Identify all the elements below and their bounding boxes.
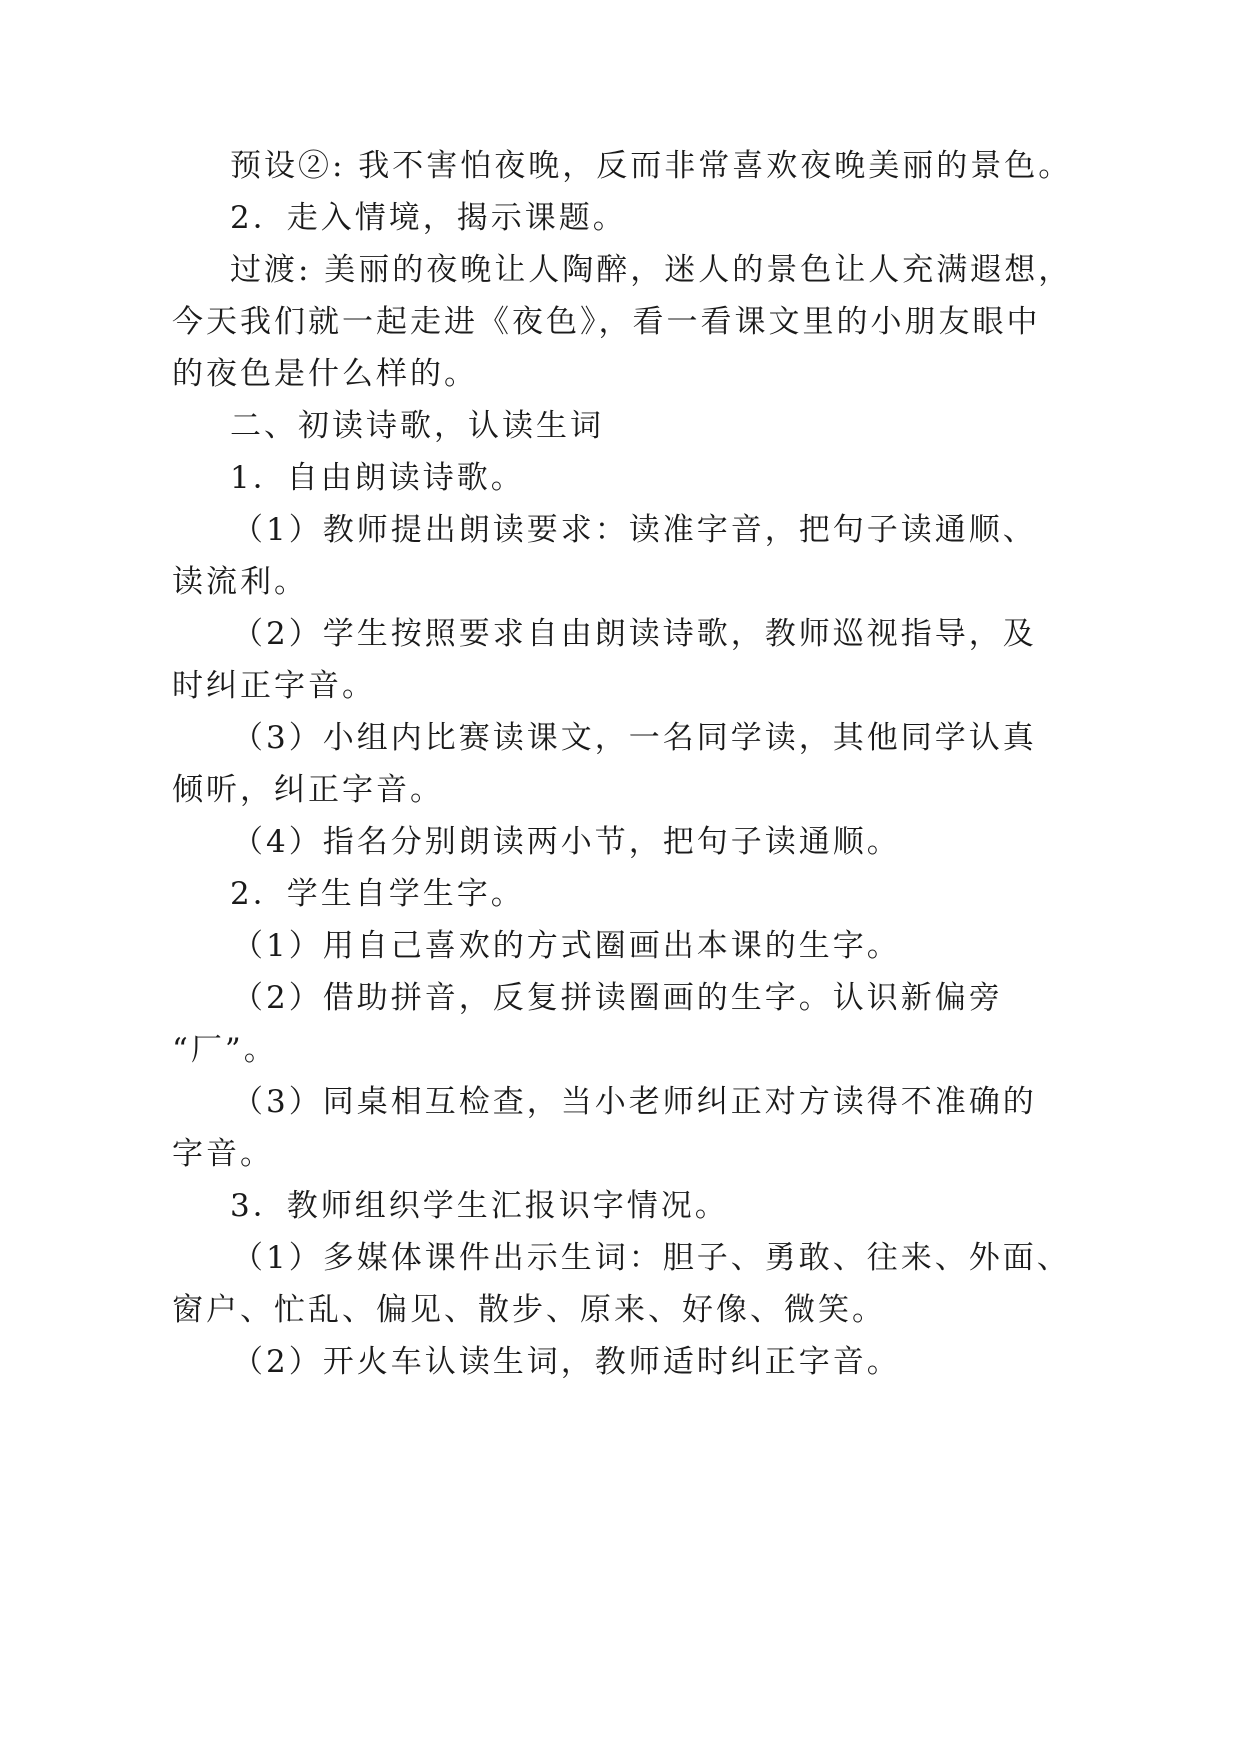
text-line: 时纠正字音。	[172, 668, 376, 704]
text-line: （2）开火车认读生词，教师适时纠正字音。	[232, 1344, 901, 1380]
text-line: 预设②: 我不害怕夜晚，反而非常喜欢夜晚美丽的景色。	[230, 148, 1073, 184]
text-line: （1）用自己喜欢的方式圈画出本课的生字。	[232, 928, 901, 964]
section-heading: 二、初读诗歌，认读生词	[230, 408, 604, 444]
text-line: （2）借助拼音，反复拼读圈画的生字。认识新偏旁	[232, 980, 1003, 1016]
text-line: 今天我们就一起走进《夜色》，看一看课文里的小朋友眼中	[172, 304, 1041, 340]
text-line: 3．教师组织学生汇报识字情况。	[230, 1188, 729, 1224]
text-line: （3）同桌相互检查，当小老师纠正对方读得不准确的	[232, 1084, 1037, 1120]
text-line: （2）学生按照要求自由朗读诗歌，教师巡视指导，及	[232, 616, 1037, 652]
text-line: 字音。	[172, 1136, 274, 1172]
text-line: 2．走入情境，揭示课题。	[230, 200, 627, 236]
text-line: “厂”。	[172, 1032, 278, 1068]
text-line: 的夜色是什么样的。	[172, 356, 478, 392]
text-line: 读流利。	[172, 564, 308, 600]
text-line: 过渡: 美丽的夜晚让人陶醉，迷人的景色让人充满遐想，	[230, 252, 1073, 288]
text-line: 2．学生自学生字。	[230, 876, 525, 912]
text-line: （1）教师提出朗读要求：读准字音，把句子读通顺、	[232, 512, 1037, 548]
text-line: （1）多媒体课件出示生词：胆子、勇敢、往来、外面、	[232, 1240, 1071, 1276]
text-line: （3）小组内比赛读课文，一名同学读，其他同学认真	[232, 720, 1037, 756]
text-line: 1．自由朗读诗歌。	[230, 460, 525, 496]
text-line: 倾听，纠正字音。	[172, 772, 444, 808]
text-line: 窗户、忙乱、偏见、散步、原来、好像、微笑。	[172, 1292, 886, 1328]
text-line: （4）指名分别朗读两小节，把句子读通顺。	[232, 824, 901, 860]
